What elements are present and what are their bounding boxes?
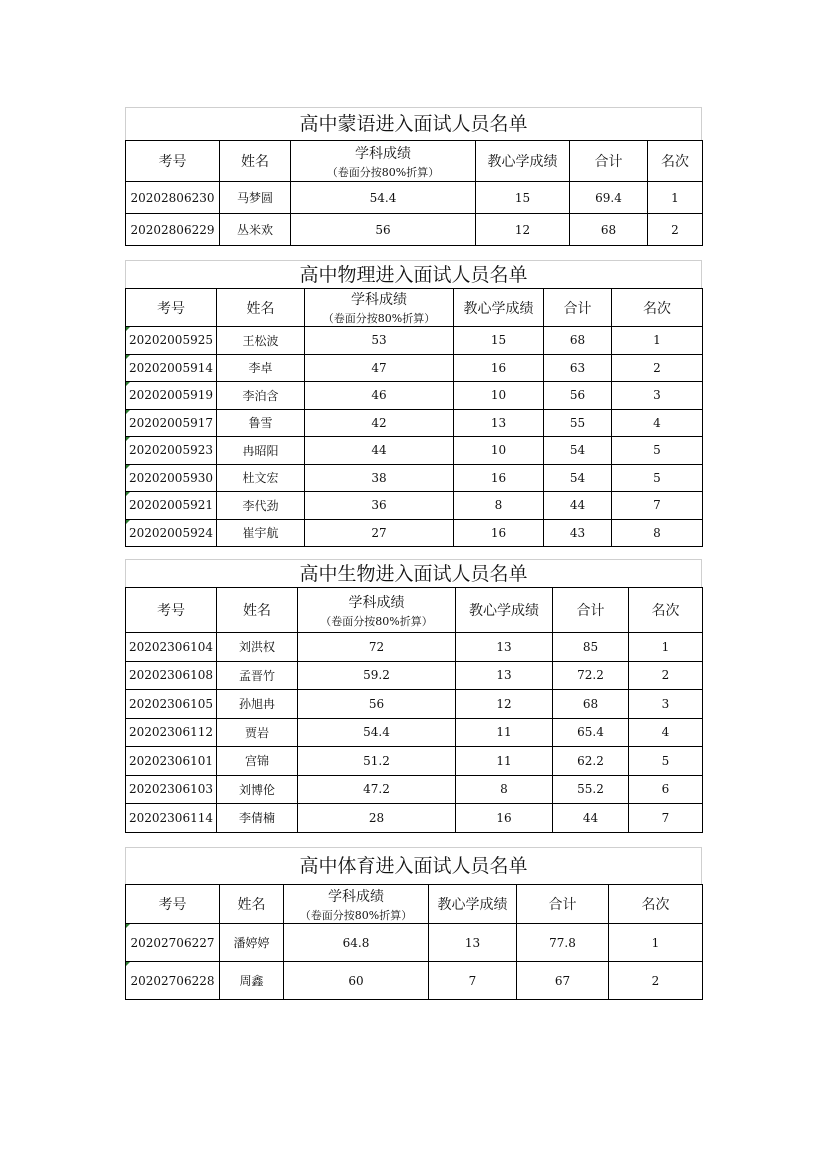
header-subject-score: [284, 885, 429, 924]
header-row: [126, 289, 703, 327]
results-table: [125, 140, 703, 246]
header-total: 合计: [553, 588, 629, 633]
cell-pedagogy: 10: [454, 437, 544, 465]
table-row: [126, 214, 703, 246]
cell-rank: 2: [648, 214, 703, 246]
cell-name: 潘婷婷: [220, 924, 284, 962]
cell-pedagogy: 16: [454, 464, 544, 492]
cell-rank: 5: [612, 437, 703, 465]
cell-subject: 56: [298, 690, 456, 719]
cell-rank: 3: [629, 690, 703, 719]
header-rank: 名次: [629, 588, 703, 633]
table-row: [126, 437, 703, 465]
cell-subject: 64.8: [284, 924, 429, 962]
cell-name: 刘博伦: [217, 775, 298, 804]
cell-rank: 1: [612, 327, 703, 355]
cell-id: 20202306101: [126, 747, 217, 776]
header-total: 合计: [517, 885, 609, 924]
cell-subject: 59.2: [298, 661, 456, 690]
header-row: [126, 885, 703, 924]
header-id: 考号: [126, 141, 220, 182]
cell-id: 20202005917: [126, 409, 217, 437]
cell-id: 20202306105: [126, 690, 217, 719]
table-row: [126, 409, 703, 437]
header-row: [126, 588, 703, 633]
table-row: [126, 354, 703, 382]
header-rank: 名次: [648, 141, 703, 182]
table-row: [126, 464, 703, 492]
cell-pedagogy: 12: [476, 214, 570, 246]
cell-pedagogy: 12: [456, 690, 553, 719]
header-subject-score: [305, 289, 454, 327]
table-row: [126, 633, 703, 662]
table-row: [126, 690, 703, 719]
cell-subject: 28: [298, 804, 456, 833]
cell-pedagogy: 13: [456, 633, 553, 662]
cell-name: 李泊含: [217, 382, 305, 410]
section-title: 高中物理进入面试人员名单: [125, 260, 702, 288]
cell-rank: 7: [612, 492, 703, 520]
cell-name: 杜文宏: [217, 464, 305, 492]
cell-pedagogy: 16: [454, 354, 544, 382]
header-rank: 名次: [609, 885, 703, 924]
cell-total: 63: [544, 354, 612, 382]
header-pedagogy: 教心学成绩: [476, 141, 570, 182]
header-pedagogy: 教心学成绩: [456, 588, 553, 633]
cell-id: 20202306108: [126, 661, 217, 690]
section-title: 高中蒙语进入面试人员名单: [125, 107, 702, 140]
cell-id: 20202306104: [126, 633, 217, 662]
table-row: [126, 661, 703, 690]
cell-subject: 56: [291, 214, 476, 246]
cell-pedagogy: 11: [456, 747, 553, 776]
cell-id: 20202706228: [126, 962, 220, 1000]
cell-pedagogy: 7: [429, 962, 517, 1000]
cell-rank: 2: [609, 962, 703, 1000]
cell-total: 55: [544, 409, 612, 437]
header-row: [126, 141, 703, 182]
table-row: [126, 718, 703, 747]
cell-total: 68: [544, 327, 612, 355]
cell-total: 68: [553, 690, 629, 719]
cell-subject: 27: [305, 519, 454, 547]
section-title: 高中生物进入面试人员名单: [125, 559, 702, 587]
header-subject-note: （卷面分按80%折算）: [326, 165, 440, 179]
header-subject-label: 学科成绩: [351, 292, 407, 308]
cell-pedagogy: 13: [454, 409, 544, 437]
cell-subject: 54.4: [291, 182, 476, 214]
cell-pedagogy: 13: [456, 661, 553, 690]
cell-name: 李卓: [217, 354, 305, 382]
cell-subject: 54.4: [298, 718, 456, 747]
cell-rank: 1: [629, 633, 703, 662]
cell-rank: 6: [629, 775, 703, 804]
cell-rank: 4: [612, 409, 703, 437]
cell-subject: 72: [298, 633, 456, 662]
table-row: [126, 519, 703, 547]
header-subject-note: （卷面分按80%折算）: [299, 908, 413, 922]
cell-name: 刘洪权: [217, 633, 298, 662]
cell-pedagogy: 15: [454, 327, 544, 355]
cell-id: 20202005925: [126, 327, 217, 355]
cell-total: 69.4: [570, 182, 648, 214]
cell-total: 54: [544, 464, 612, 492]
cell-rank: 2: [612, 354, 703, 382]
section-title: 高中体育进入面试人员名单: [125, 847, 702, 884]
cell-subject: 51.2: [298, 747, 456, 776]
header-subject-label: 学科成绩: [328, 888, 384, 905]
cell-name: 孙旭冉: [217, 690, 298, 719]
cell-rank: 4: [629, 718, 703, 747]
cell-name: 宫锦: [217, 747, 298, 776]
header-total: 合计: [544, 289, 612, 327]
cell-total: 43: [544, 519, 612, 547]
cell-total: 77.8: [517, 924, 609, 962]
cell-rank: 5: [629, 747, 703, 776]
cell-name: 鲁雪: [217, 409, 305, 437]
cell-name: 贾岩: [217, 718, 298, 747]
cell-name: 李倩楠: [217, 804, 298, 833]
header-rank: 名次: [612, 289, 703, 327]
header-subject-label: 学科成绩: [355, 145, 411, 162]
table-row: [126, 382, 703, 410]
cell-name: 李代劲: [217, 492, 305, 520]
header-subject-score: [298, 588, 456, 633]
cell-pedagogy: 15: [476, 182, 570, 214]
header-id: 考号: [126, 588, 217, 633]
cell-id: 20202306112: [126, 718, 217, 747]
cell-total: 44: [553, 804, 629, 833]
cell-rank: 1: [648, 182, 703, 214]
section-biology: [125, 559, 702, 833]
header-pedagogy: 教心学成绩: [429, 885, 517, 924]
header-pedagogy: 教心学成绩: [454, 289, 544, 327]
cell-id: 20202005921: [126, 492, 217, 520]
cell-subject: 53: [305, 327, 454, 355]
cell-name: 丛米欢: [220, 214, 291, 246]
cell-name: 王松波: [217, 327, 305, 355]
cell-name: 马梦圆: [220, 182, 291, 214]
header-subject-note: （卷面分按80%折算）: [320, 614, 433, 628]
cell-pedagogy: 11: [456, 718, 553, 747]
table-row: [126, 327, 703, 355]
cell-subject: 44: [305, 437, 454, 465]
cell-id: 20202005930: [126, 464, 217, 492]
cell-total: 54: [544, 437, 612, 465]
cell-name: 周鑫: [220, 962, 284, 1000]
cell-subject: 38: [305, 464, 454, 492]
cell-subject: 46: [305, 382, 454, 410]
cell-subject: 47.2: [298, 775, 456, 804]
cell-name: 孟晋竹: [217, 661, 298, 690]
table-row: [126, 924, 703, 962]
table-row: [126, 962, 703, 1000]
header-total: 合计: [570, 141, 648, 182]
cell-pedagogy: 16: [456, 804, 553, 833]
cell-id: 20202005924: [126, 519, 217, 547]
cell-rank: 2: [629, 661, 703, 690]
header-name: 姓名: [217, 588, 298, 633]
header-name: 姓名: [220, 141, 291, 182]
cell-pedagogy: 13: [429, 924, 517, 962]
cell-subject: 47: [305, 354, 454, 382]
cell-total: 67: [517, 962, 609, 1000]
section-physics: [125, 260, 702, 547]
cell-total: 68: [570, 214, 648, 246]
cell-total: 62.2: [553, 747, 629, 776]
header-subject-score: [291, 141, 476, 182]
section-mongolian: [125, 107, 702, 246]
header-id: 考号: [126, 885, 220, 924]
cell-subject: 60: [284, 962, 429, 1000]
table-row: [126, 775, 703, 804]
cell-id: 20202306103: [126, 775, 217, 804]
cell-pedagogy: 10: [454, 382, 544, 410]
section-pe: [125, 847, 702, 1000]
cell-rank: 5: [612, 464, 703, 492]
cell-pedagogy: 8: [454, 492, 544, 520]
cell-subject: 36: [305, 492, 454, 520]
header-subject-note: （卷面分按80%折算）: [322, 312, 436, 325]
header-id: 考号: [126, 289, 217, 327]
cell-total: 55.2: [553, 775, 629, 804]
table-row: [126, 182, 703, 214]
cell-name: 冉昭阳: [217, 437, 305, 465]
cell-id: 20202806230: [126, 182, 220, 214]
header-name: 姓名: [220, 885, 284, 924]
cell-id: 20202005914: [126, 354, 217, 382]
cell-total: 85: [553, 633, 629, 662]
table-row: [126, 804, 703, 833]
cell-pedagogy: 16: [454, 519, 544, 547]
cell-total: 44: [544, 492, 612, 520]
results-table: [125, 884, 703, 1000]
cell-subject: 42: [305, 409, 454, 437]
table-row: [126, 747, 703, 776]
results-table: [125, 288, 703, 547]
cell-id: 20202806229: [126, 214, 220, 246]
header-subject-label: 学科成绩: [348, 594, 405, 611]
cell-rank: 8: [612, 519, 703, 547]
cell-rank: 7: [629, 804, 703, 833]
cell-id: 20202005923: [126, 437, 217, 465]
cell-total: 65.4: [553, 718, 629, 747]
header-name: 姓名: [217, 289, 305, 327]
cell-name: 崔宇航: [217, 519, 305, 547]
cell-id: 20202005919: [126, 382, 217, 410]
cell-rank: 1: [609, 924, 703, 962]
cell-id: 20202306114: [126, 804, 217, 833]
cell-pedagogy: 8: [456, 775, 553, 804]
table-row: [126, 492, 703, 520]
cell-id: 20202706227: [126, 924, 220, 962]
cell-total: 56: [544, 382, 612, 410]
cell-rank: 3: [612, 382, 703, 410]
cell-total: 72.2: [553, 661, 629, 690]
results-table: [125, 587, 703, 833]
